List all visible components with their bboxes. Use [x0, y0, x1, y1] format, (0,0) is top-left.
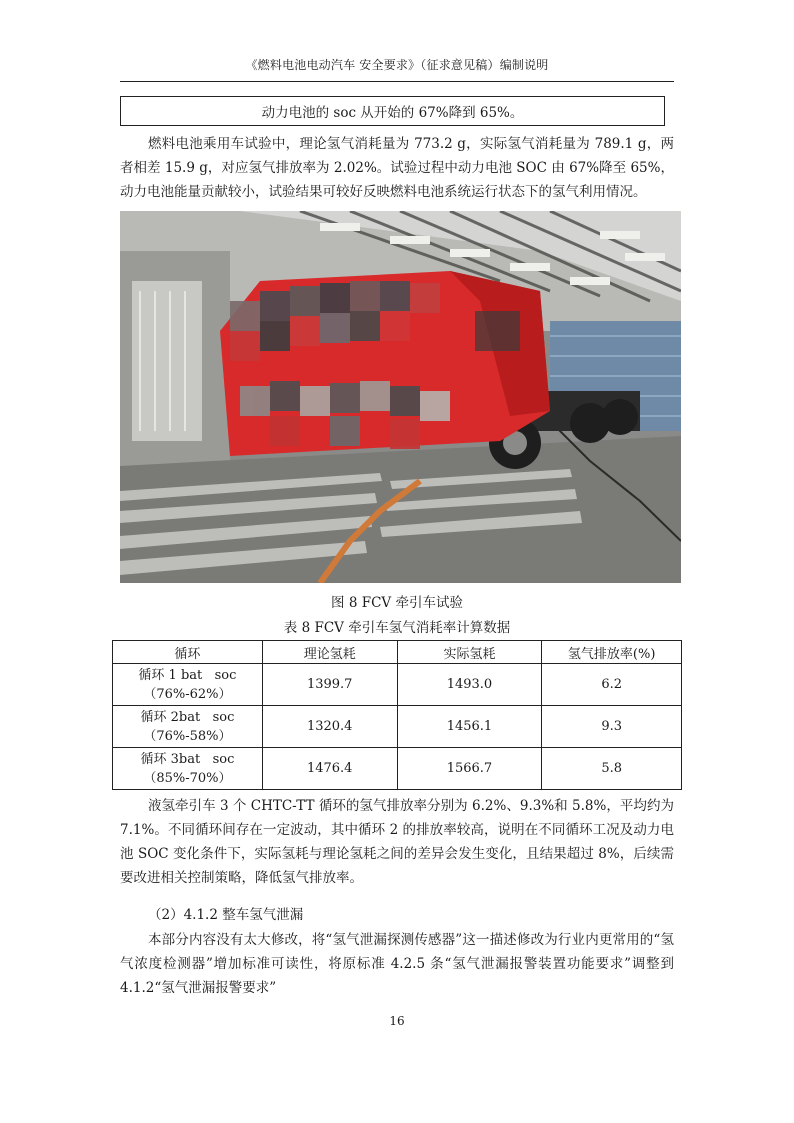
header-theoretical: 理论氢耗 — [262, 641, 397, 664]
paragraph-hydrogen-leak: 本部分内容没有太大修改，将“氢气泄漏探测传感器”这一描述修改为行业内更常用的“氢气浓度检测器”增加标准可读性，将原标准 4.2.5 条“氢气泄漏报警装置功能要求”调整到 4.1.2“氢气泄漏报警要求” — [120, 932, 674, 996]
table-header-row — [113, 641, 682, 664]
actual-cell: 1456.1 — [397, 706, 542, 748]
truck-photo-illustration — [120, 211, 681, 583]
table-row — [113, 706, 682, 748]
page-number: 16 — [389, 1014, 405, 1028]
table-title: 表 8 FCV 牵引车氢气消耗率计算数据 — [283, 620, 511, 636]
boxed-note: 动力电池的 soc 从开始的 67%降到 65%。 — [120, 96, 665, 126]
header-cycle: 循环 — [113, 641, 263, 664]
actual-cell: 1493.0 — [397, 664, 542, 706]
table-row — [113, 664, 682, 706]
table-row — [113, 748, 682, 790]
rate-cell: 5.8 — [542, 748, 682, 790]
paragraph-truck-results: 液氢牵引车 3 个 CHTC-TT 循环的氢气排放率分别为 6.2%、9.3%和 5.8%，平均约为 7.1%。不同循环间存在一定波动，其中循环 2 的排放率较高，说明在不同循环工况及动力电池 SOC 变化条件下，实际氢耗与理论氢耗之间的差异会发生变化，且结果超过 8%，后续需要改进相关控制策略，降低氢气排放率。 — [120, 798, 674, 886]
rate-cell: 9.3 — [542, 706, 682, 748]
header-rule — [120, 81, 674, 82]
header-rate: 氢气排放率(%) — [542, 641, 682, 664]
theoretical-cell: 1320.4 — [262, 706, 397, 748]
actual-cell: 1566.7 — [397, 748, 542, 790]
truck-test-photo — [120, 211, 681, 583]
section-heading: （2）4.1.2 整车氢气泄漏 — [148, 907, 304, 923]
theoretical-cell: 1399.7 — [262, 664, 397, 706]
paragraph-passenger-car-test: 燃料电池乘用车试验中，理论氢气消耗量为 773.2 g，实际氢气消耗量为 789.1 g，两者相差 15.9 g，对应氢气排放率为 2.02%。试验过程中动力电池 SOC 由 67%降至 65%，动力电池能量贡献较小，试验结果可较好反映燃料电池系统运行状态下的氢气利用情况。 — [120, 136, 674, 200]
theoretical-cell: 1476.4 — [262, 748, 397, 790]
rate-cell: 6.2 — [542, 664, 682, 706]
figure-caption: 图 8 FCV 牵引车试验 — [331, 595, 463, 611]
cycle-cell: 循环 3bat soc （85%-70%） — [113, 748, 263, 790]
header-actual: 实际氢耗 — [397, 641, 542, 664]
cycle-cell: 循环 1 bat soc （76%-62%） — [113, 664, 263, 706]
page-header: 《燃料电池电动汽车 安全要求》（征求意见稿）编制说明 — [245, 58, 549, 72]
cycle-cell: 循环 2bat soc （76%-58%） — [113, 706, 263, 748]
hydrogen-consumption-table — [112, 640, 682, 790]
